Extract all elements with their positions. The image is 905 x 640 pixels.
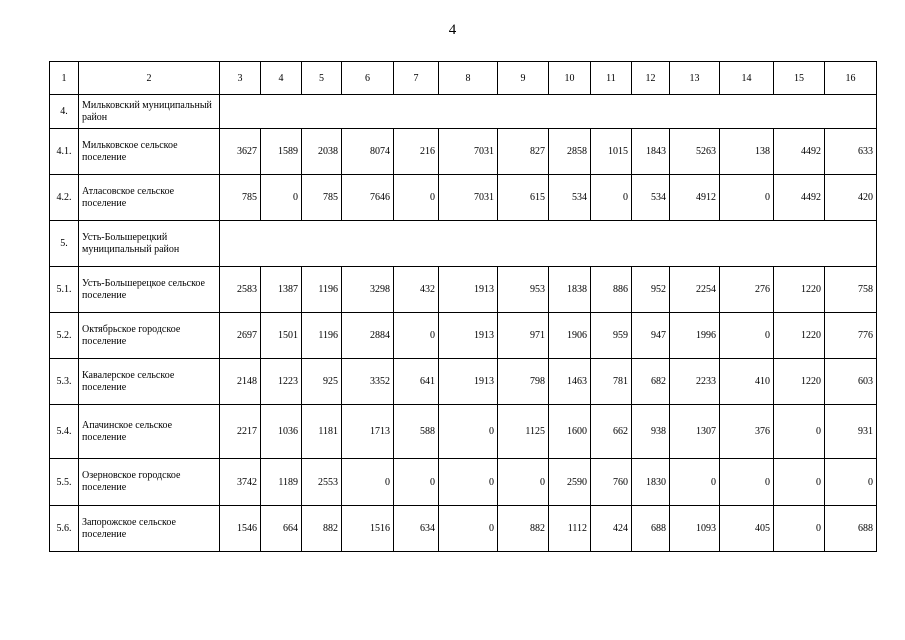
- column-header: 6: [342, 62, 394, 95]
- table-cell: 682: [632, 359, 670, 405]
- row-name: Октябрьское городское поселение: [79, 313, 220, 359]
- table-cell: 1220: [774, 313, 825, 359]
- column-header: 3: [220, 62, 261, 95]
- table-row: [50, 313, 877, 359]
- table-cell: 0: [720, 313, 774, 359]
- table-cell: 3742: [220, 459, 261, 506]
- table-cell: 420: [825, 175, 877, 221]
- table-cell: 1093: [670, 506, 720, 552]
- table-row: [50, 175, 877, 221]
- row-name: Апачинское сельское поселение: [79, 405, 220, 459]
- table-cell: 886: [591, 267, 632, 313]
- table-row: [50, 405, 877, 459]
- row-name: Запорожское сельское поселение: [79, 506, 220, 552]
- row-name: Кавалерское сельское поселение: [79, 359, 220, 405]
- table-cell: 952: [632, 267, 670, 313]
- table-cell: 7031: [439, 175, 498, 221]
- table-cell: 882: [498, 506, 549, 552]
- table-cell: 2697: [220, 313, 261, 359]
- row-name: Усть-Большерецкий муниципальный район: [79, 221, 220, 267]
- table-cell: 785: [220, 175, 261, 221]
- table-cell: 1913: [439, 359, 498, 405]
- table-cell: 0: [439, 459, 498, 506]
- table-cell: 827: [498, 129, 549, 175]
- table-cell: 1112: [549, 506, 591, 552]
- table-row: [50, 267, 877, 313]
- table-cell: 3352: [342, 359, 394, 405]
- table-cell: 931: [825, 405, 877, 459]
- table-cell: 7031: [439, 129, 498, 175]
- table-cell: 0: [670, 459, 720, 506]
- table-cell: 1600: [549, 405, 591, 459]
- table-cell: 633: [825, 129, 877, 175]
- table-cell: 432: [394, 267, 439, 313]
- table-cell: 1181: [302, 405, 342, 459]
- table-cell: 971: [498, 313, 549, 359]
- table-cell: 0: [394, 175, 439, 221]
- table-cell: 2254: [670, 267, 720, 313]
- table-row: [50, 129, 877, 175]
- table-cell: 2858: [549, 129, 591, 175]
- table-cell: 1189: [261, 459, 302, 506]
- table-cell: 0: [720, 459, 774, 506]
- table-cell: 688: [825, 506, 877, 552]
- table-cell: 0: [774, 506, 825, 552]
- table-cell: 1015: [591, 129, 632, 175]
- table-row: [50, 459, 877, 506]
- table-cell: 0: [720, 175, 774, 221]
- table-cell: 0: [498, 459, 549, 506]
- row-number: 5.: [50, 221, 79, 267]
- table-cell: 0: [342, 459, 394, 506]
- table-cell: 1913: [439, 267, 498, 313]
- table-cell: 588: [394, 405, 439, 459]
- group-row: [50, 221, 877, 267]
- row-number: 5.1.: [50, 267, 79, 313]
- table-cell: 4492: [774, 129, 825, 175]
- table-row: [50, 359, 877, 405]
- table-cell: 534: [632, 175, 670, 221]
- row-name: Мильковское сельское поселение: [79, 129, 220, 175]
- row-number: 5.6.: [50, 506, 79, 552]
- table-cell: 785: [302, 175, 342, 221]
- column-header: 16: [825, 62, 877, 95]
- table-cell: 760: [591, 459, 632, 506]
- table-cell: 1843: [632, 129, 670, 175]
- table-cell: 1196: [302, 267, 342, 313]
- column-header: 12: [632, 62, 670, 95]
- column-header: 7: [394, 62, 439, 95]
- table-cell: 0: [825, 459, 877, 506]
- table-cell: 3627: [220, 129, 261, 175]
- table-cell: 959: [591, 313, 632, 359]
- table-cell: 1516: [342, 506, 394, 552]
- table-cell: 758: [825, 267, 877, 313]
- table-cell: 2217: [220, 405, 261, 459]
- table-cell: 634: [394, 506, 439, 552]
- table-cell: 0: [394, 459, 439, 506]
- table-cell: 1713: [342, 405, 394, 459]
- row-number: 4.: [50, 95, 79, 129]
- table-cell: 776: [825, 313, 877, 359]
- row-number: 5.5.: [50, 459, 79, 506]
- table-cell: 641: [394, 359, 439, 405]
- group-row: [50, 95, 877, 129]
- table-cell: 798: [498, 359, 549, 405]
- table-cell: 1913: [439, 313, 498, 359]
- table-cell: 1501: [261, 313, 302, 359]
- table-cell: 0: [439, 405, 498, 459]
- table-cell: 376: [720, 405, 774, 459]
- table-cell: 1589: [261, 129, 302, 175]
- table-cell: 2590: [549, 459, 591, 506]
- table-cell: 138: [720, 129, 774, 175]
- table-cell: 938: [632, 405, 670, 459]
- table-cell: 603: [825, 359, 877, 405]
- table-cell: 2884: [342, 313, 394, 359]
- row-number: 4.2.: [50, 175, 79, 221]
- column-header: 4: [261, 62, 302, 95]
- table-cell: 0: [439, 506, 498, 552]
- row-name: Озерновское городское поселение: [79, 459, 220, 506]
- table-cell: 4912: [670, 175, 720, 221]
- table-cell: 947: [632, 313, 670, 359]
- column-header: 5: [302, 62, 342, 95]
- table-cell: 2583: [220, 267, 261, 313]
- row-number: 5.3.: [50, 359, 79, 405]
- table-cell: 1546: [220, 506, 261, 552]
- table-cell: 2553: [302, 459, 342, 506]
- table-cell: 424: [591, 506, 632, 552]
- row-name: Усть-Большерецкое сельское поселение: [79, 267, 220, 313]
- table-cell: 405: [720, 506, 774, 552]
- column-header: 10: [549, 62, 591, 95]
- table-cell: 8074: [342, 129, 394, 175]
- column-header: 9: [498, 62, 549, 95]
- table-cell: 615: [498, 175, 549, 221]
- table-cell: 216: [394, 129, 439, 175]
- table-cell: 925: [302, 359, 342, 405]
- column-header: 11: [591, 62, 632, 95]
- column-header: 14: [720, 62, 774, 95]
- row-number: 5.2.: [50, 313, 79, 359]
- table-cell: 882: [302, 506, 342, 552]
- table-cell: 688: [632, 506, 670, 552]
- table-cell: 953: [498, 267, 549, 313]
- table-cell: 1125: [498, 405, 549, 459]
- table-cell: 1036: [261, 405, 302, 459]
- table-cell: 0: [591, 175, 632, 221]
- table-cell: 1387: [261, 267, 302, 313]
- table-cell: 1223: [261, 359, 302, 405]
- table-cell: 276: [720, 267, 774, 313]
- table-cell: 410: [720, 359, 774, 405]
- row-name: Мильковский муниципальный район: [79, 95, 220, 129]
- empty-cell: [220, 95, 877, 129]
- table-cell: 2233: [670, 359, 720, 405]
- table-cell: 1220: [774, 359, 825, 405]
- table-cell: 0: [774, 405, 825, 459]
- table-cell: 0: [261, 175, 302, 221]
- table-cell: 1906: [549, 313, 591, 359]
- column-header: 15: [774, 62, 825, 95]
- table-cell: 1220: [774, 267, 825, 313]
- row-number: 5.4.: [50, 405, 79, 459]
- column-header: 1: [50, 62, 79, 95]
- header-row: [50, 62, 877, 95]
- table-cell: 3298: [342, 267, 394, 313]
- table-cell: 1996: [670, 313, 720, 359]
- table-row: [50, 506, 877, 552]
- table-cell: 0: [394, 313, 439, 359]
- table-cell: 4492: [774, 175, 825, 221]
- table-cell: 1307: [670, 405, 720, 459]
- table-cell: 1830: [632, 459, 670, 506]
- table-cell: 7646: [342, 175, 394, 221]
- page-number: 4: [448, 22, 457, 38]
- table-cell: 5263: [670, 129, 720, 175]
- table-cell: 1463: [549, 359, 591, 405]
- row-name: Атласовское сельское поселение: [79, 175, 220, 221]
- table-cell: 2038: [302, 129, 342, 175]
- table-cell: 534: [549, 175, 591, 221]
- table-cell: 1196: [302, 313, 342, 359]
- column-header: 2: [79, 62, 220, 95]
- table-cell: 0: [774, 459, 825, 506]
- empty-cell: [220, 221, 877, 267]
- table-cell: 662: [591, 405, 632, 459]
- column-header: 8: [439, 62, 498, 95]
- row-number: 4.1.: [50, 129, 79, 175]
- table-cell: 664: [261, 506, 302, 552]
- table-cell: 1838: [549, 267, 591, 313]
- table-cell: 2148: [220, 359, 261, 405]
- data-table: [49, 61, 877, 552]
- column-header: 13: [670, 62, 720, 95]
- table-cell: 781: [591, 359, 632, 405]
